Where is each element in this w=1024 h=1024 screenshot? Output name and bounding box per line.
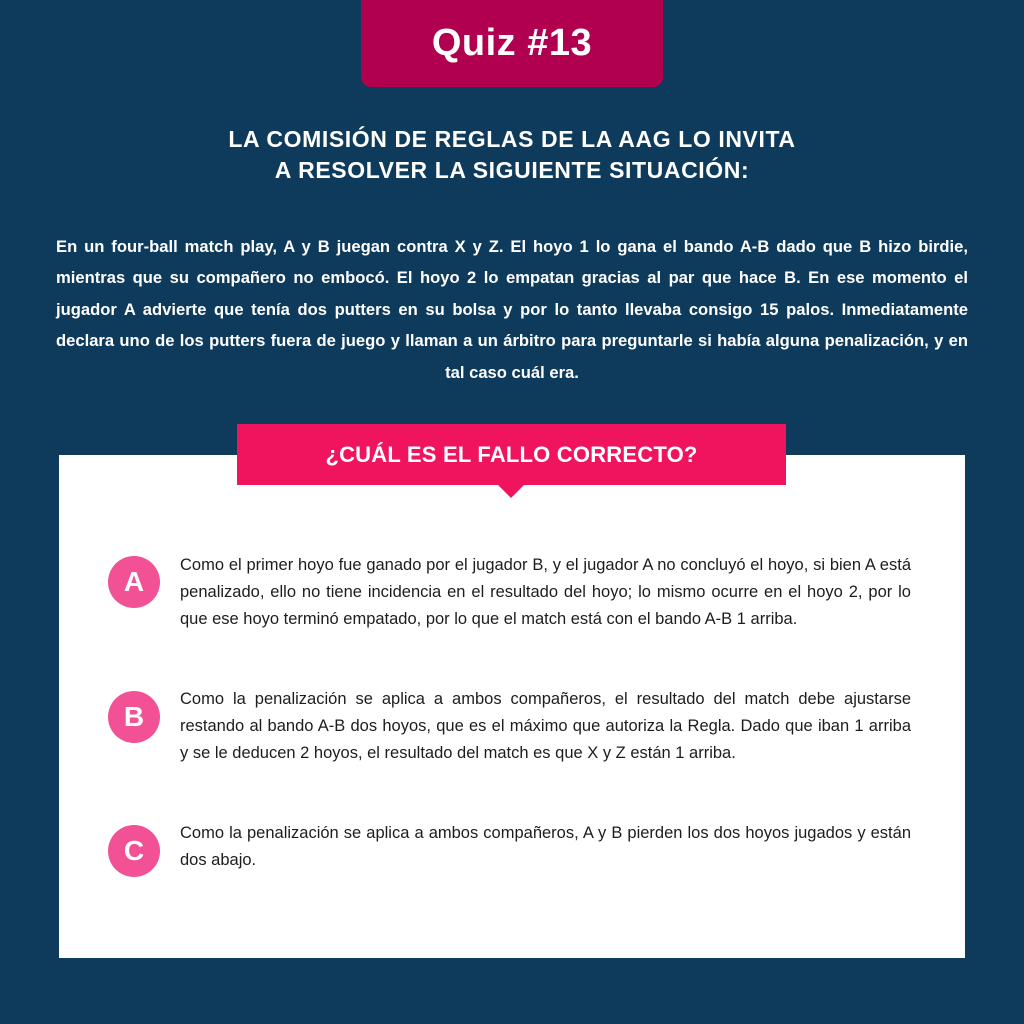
scenario-text: En un four-ball match play, A y B juegan contra X y Z. El hoyo 1 lo gana el bando A-B dado que B hizo birdie, mientras que su compañero no embocó. El hoyo 2 lo empatan gracias al par que hace B. En ese momento el jugador A advierte que tenía dos putters en su bolsa y por lo tanto llevaba consigo 15 palos. Inmediatamente declara uno de los putters fuera de juego y llaman a un árbitro para preguntarle si había alguna penalización, y en tal caso cuál era. — [56, 236, 968, 382]
option-c-badge: C — [108, 825, 160, 877]
option-b-text: Como la penalización se aplica a ambos compañeros, el resultado del match debe ajustarse restando al bando A-B dos hoyos, que es el máximo que autoriza la Regla. Dado que iban 1 arriba y se le deducen 2 hoyos, el resultado del match es que X y Z están 1 arriba. — [180, 690, 911, 762]
option-c-text: Como la penalización se aplica a ambos compañeros, A y B pierden los dos hoyos jugados y están dos abajo. — [180, 824, 911, 869]
headline-line-1: LA COMISIÓN DE REGLAS DE LA AAG LO INVITA — [228, 126, 796, 152]
question-banner: ¿CUÁL ES EL FALLO CORRECTO? — [237, 424, 786, 485]
headline-line-2: A RESOLVER LA SIGUIENTE SITUACIÓN: — [274, 157, 750, 183]
quiz-title: Quiz #13 — [361, 0, 663, 87]
option-b-badge: B — [108, 691, 160, 743]
headline — [100, 124, 924, 186]
option-a-text: Como el primer hoyo fue ganado por el jugador B, y el jugador A no concluyó el hoyo, si bien A está penalizado, ello no tiene incidencia en el resultado del hoyo; lo mismo ocurre en el hoyo 2, por lo que ese hoyo terminó empatado, por lo que el match está con el bando A-B 1 arriba. — [180, 556, 911, 628]
banner-pointer — [497, 484, 525, 498]
option-a-badge: A — [108, 556, 160, 608]
